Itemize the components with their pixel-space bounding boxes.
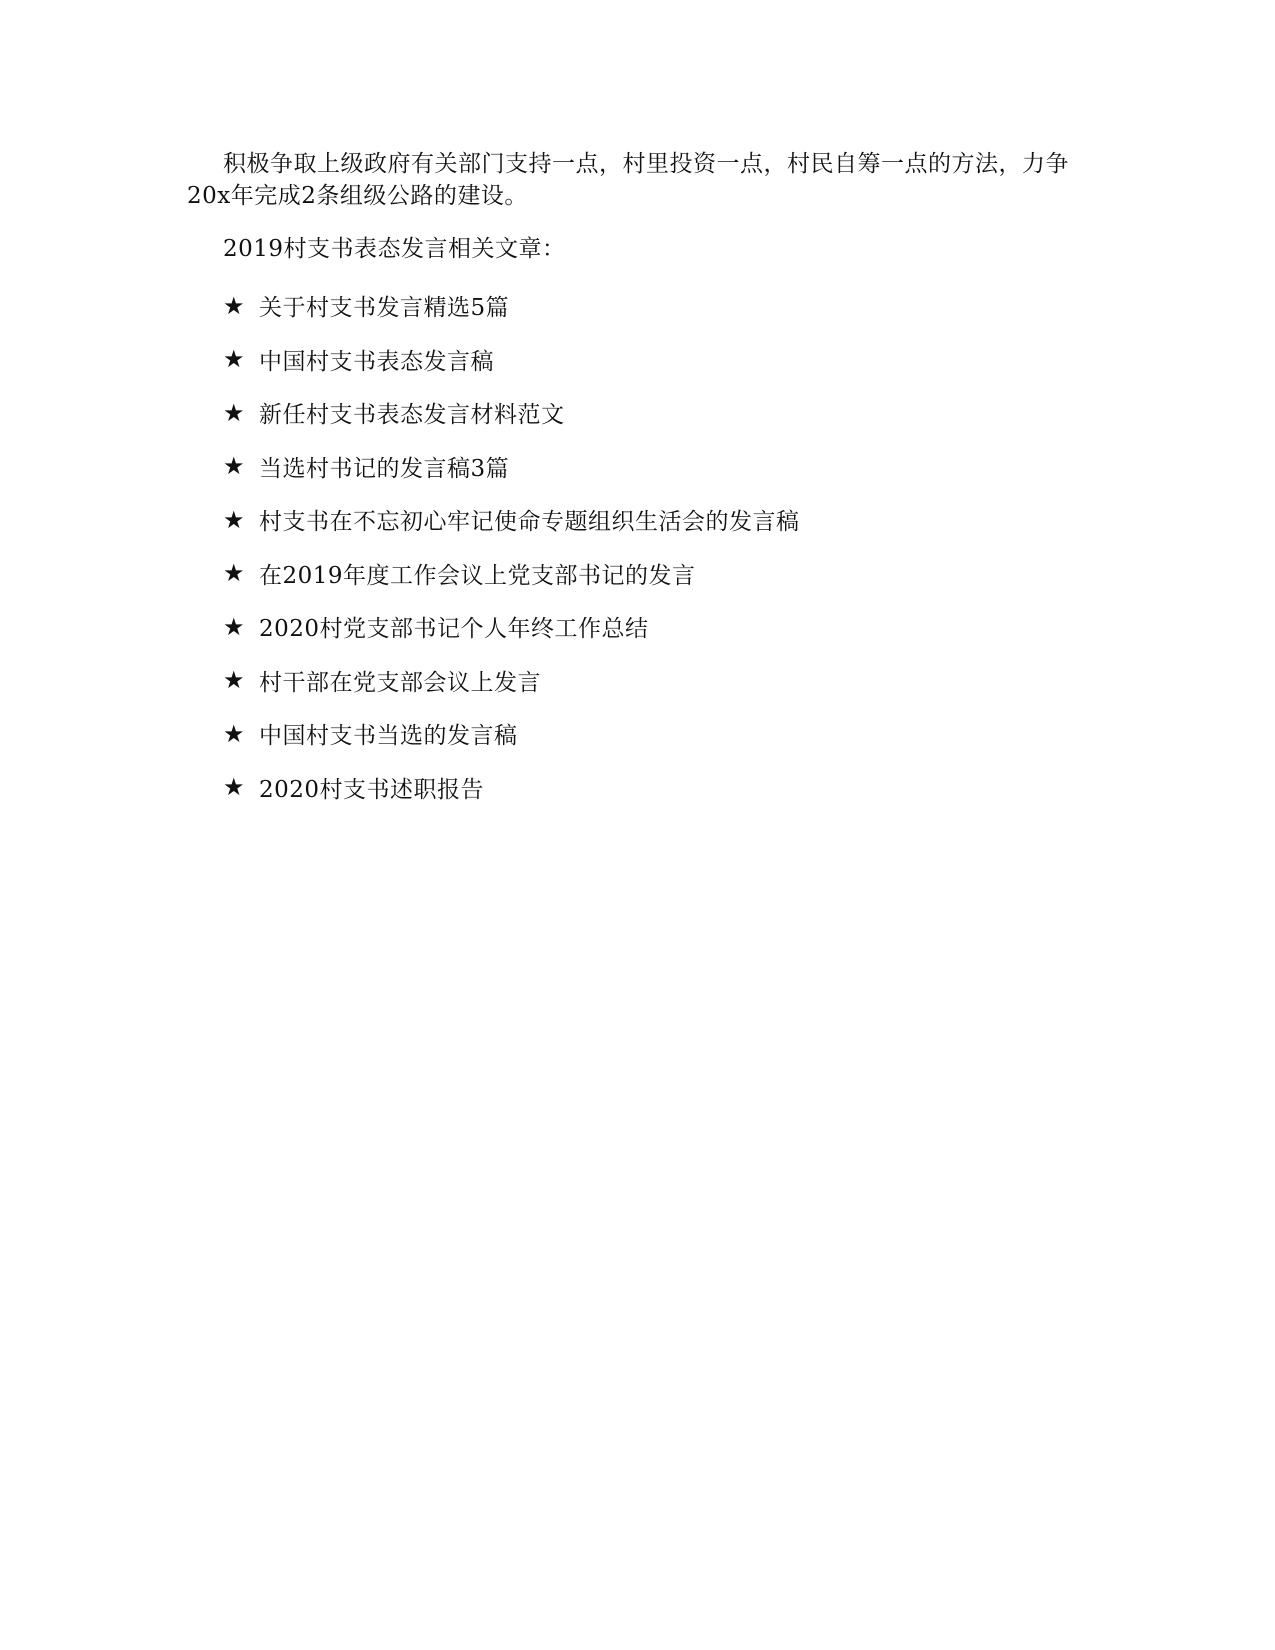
related-article-item[interactable] (223, 547, 1087, 601)
related-article-link[interactable]: 在2019年度工作会议上党支部书记的发言 (259, 562, 696, 589)
related-article-link[interactable]: 中国村支书表态发言稿 (259, 348, 494, 375)
related-article-item[interactable] (223, 440, 1087, 494)
related-article-link[interactable]: 新任村支书表态发言材料范文 (259, 402, 565, 429)
related-article-link[interactable]: 关于村支书发言精选5篇 (259, 295, 510, 322)
star-icon: ★ (223, 291, 246, 320)
star-icon: ★ (223, 719, 246, 748)
star-icon: ★ (223, 505, 246, 534)
related-article-link[interactable]: 当选村书记的发言稿3篇 (259, 455, 510, 482)
star-icon: ★ (223, 398, 246, 427)
related-articles-heading: 2019村支书表态发言相关文章： (223, 236, 566, 262)
related-article-item[interactable] (223, 707, 1087, 761)
related-article-link[interactable]: 村干部在党支部会议上发言 (259, 669, 541, 696)
related-article-item[interactable] (223, 279, 1087, 333)
star-icon: ★ (223, 773, 246, 802)
related-article-item[interactable] (223, 600, 1087, 654)
related-article-link[interactable]: 2020村支书述职报告 (259, 776, 485, 803)
body-paragraph: 积极争取上级政府有关部门支持一点，村里投资一点，村民自筹一点的方法，力争20x年完成2条组级公路的建设。 (187, 151, 1069, 209)
related-article-item[interactable] (223, 333, 1087, 387)
star-icon: ★ (223, 559, 246, 588)
star-icon: ★ (223, 612, 246, 641)
related-article-link[interactable]: 中国村支书当选的发言稿 (259, 723, 518, 750)
related-article-link[interactable]: 村支书在不忘初心牢记使命专题组织生活会的发言稿 (259, 509, 800, 536)
star-icon: ★ (223, 452, 246, 481)
star-icon: ★ (223, 345, 246, 374)
related-article-item[interactable] (223, 493, 1087, 547)
star-icon: ★ (223, 666, 246, 695)
related-article-item[interactable] (223, 761, 1087, 815)
related-article-item[interactable] (223, 654, 1087, 708)
related-articles-list (187, 279, 1087, 814)
related-article-item[interactable] (223, 386, 1087, 440)
related-article-link[interactable]: 2020村党支部书记个人年终工作总结 (259, 616, 649, 643)
document-body (187, 148, 1087, 814)
